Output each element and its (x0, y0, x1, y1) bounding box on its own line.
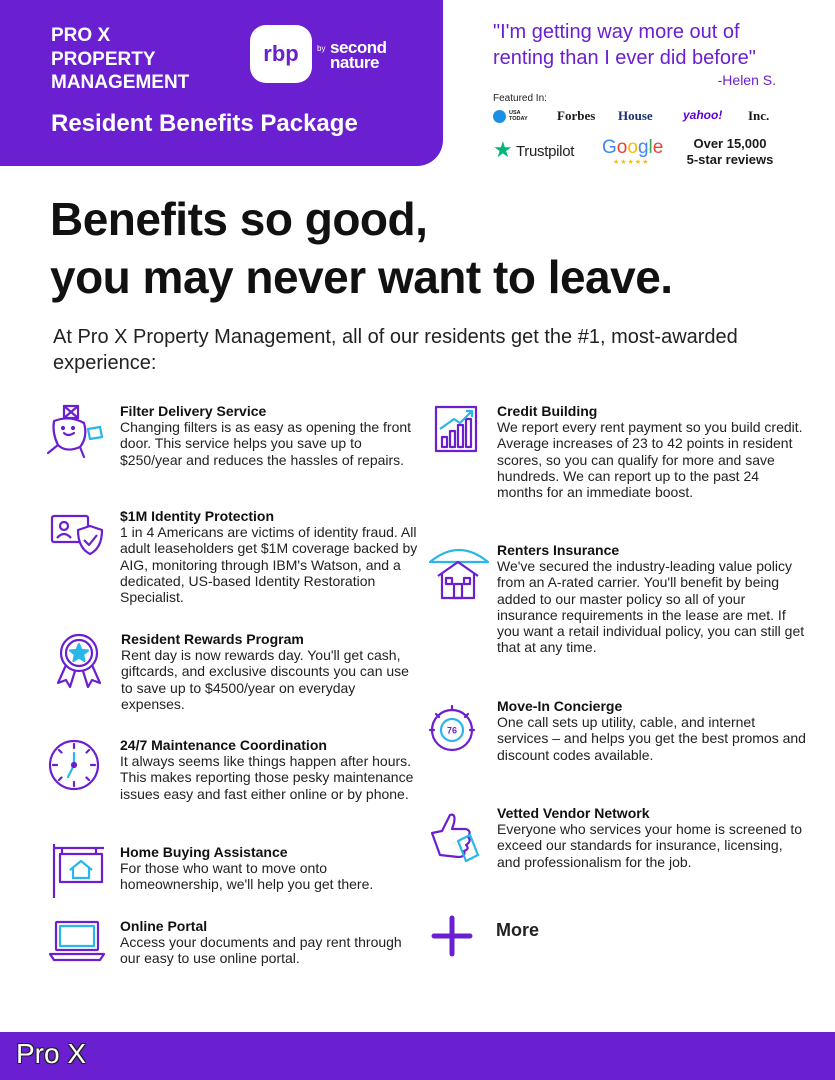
press-inc: Inc. (748, 108, 770, 123)
benefit-description: 1 in 4 Americans are victims of identity fraud. All adult leaseholders get $1M coverage backed by AIG, monitoring through IBM's Watson, and a dedicated, US-based Identity Restoration Specialist. (120, 524, 418, 606)
usa-today-logo-icon (493, 110, 506, 123)
press-usa-today: USA TODAY (509, 110, 528, 122)
benefit-description: We report every rent payment so you build credit. Average increases of 23 to 42 points in resident scores, so you can qualify for more and save hundreds. We can report up to the past 24 months for an immediate boost. (497, 419, 803, 501)
benefit-more (428, 912, 628, 958)
press-yahoo: yahoo! (683, 108, 723, 122)
award-ribbon-icon (48, 631, 110, 693)
trustpilot-star-icon: ★ (493, 138, 513, 163)
more-label: More (496, 920, 540, 940)
intro-text: At Pro X Property Management, all of our residents get the #1, most-awarded experience: (53, 326, 738, 374)
testimonial-quote: "I'm getting way more out of renting than I ever did before" (493, 21, 756, 69)
benefit-title: Home Buying Assistance (120, 844, 288, 860)
credit-chart-icon (428, 403, 490, 465)
partner-by-label: by (317, 44, 326, 53)
testimonial-author: -Helen S. (717, 72, 776, 88)
benefit-title: 24/7 Maintenance Coordination (120, 737, 327, 753)
thumbs-up-icon (424, 805, 486, 867)
benefit-title: Filter Delivery Service (120, 403, 267, 419)
benefit-description: Rent day is now rewards day. You'll get cash, giftcards, and exclusive discounts you can use to save up to $4500/year on everyday expenses. (121, 647, 409, 712)
laptop-icon (46, 916, 108, 978)
benefit-title: Renters Insurance (497, 542, 620, 558)
featured-in-label: Featured In: (493, 93, 547, 104)
thermostat-icon (422, 698, 484, 760)
plus-icon (430, 914, 474, 958)
press-forbes: Forbes (557, 108, 596, 123)
benefit-title: Vetted Vendor Network (497, 805, 650, 821)
footer-brand: Pro X (16, 1038, 87, 1069)
benefit-title: $1M Identity Protection (120, 508, 275, 524)
package-title: Resident Benefits Package (51, 110, 358, 137)
company-name: PRO X PROPERTY MANAGEMENT (51, 25, 190, 93)
benefit-description: We've secured the industry-leading value policy from an A-rated carrier. You'll benefit by being added to our master policy so all of your insurance requirements in the lease are met. If you want a retail individual policy, you can still get that at any time. (497, 558, 805, 656)
house-umbrella-icon (428, 542, 490, 604)
filter-delivery-icon (44, 403, 106, 465)
press-house-beautiful: House (618, 108, 653, 123)
benefit-title: Credit Building (497, 403, 598, 419)
benefit-description: One call sets up utility, cable, and internet services – and helps you get the best promos and discount codes available. (497, 714, 806, 763)
google-logo: Google (602, 137, 664, 158)
clock-icon (44, 737, 106, 799)
home-sign-icon (48, 840, 110, 902)
identity-shield-icon (44, 508, 106, 570)
benefit-description: Everyone who services your home is screened to exceed our standards for insurance, licensing, and professionalism for the job. (497, 821, 803, 870)
benefit-description: Changing filters is as easy as opening the front door. This service helps you save up to $250/year and reduces the hassles of repairs. (120, 419, 412, 468)
rbp-logo: rbp (250, 25, 312, 83)
benefit-description: It always seems like things happen after hours. This makes reporting those pesky maintenance issues easy and fast either online or by phone. (120, 753, 414, 802)
benefit-title: Online Portal (120, 918, 208, 934)
footer-bar (0, 1032, 835, 1080)
google-stars-icon: ★★★★★ (613, 158, 650, 166)
benefit-title: Move-In Concierge (497, 698, 623, 714)
press-logos (493, 108, 783, 128)
headline: Benefits so good, you may never want to leave. (50, 193, 673, 303)
benefit-title: Resident Rewards Program (121, 631, 304, 647)
partner-logo-text: second nature (330, 38, 387, 72)
benefit-description: For those who want to move onto homeownership, we'll help you get there. (120, 860, 374, 893)
benefit-description: Access your documents and pay rent through our easy to use online portal. (120, 934, 402, 967)
reviews-count: Over 15,000 5-star reviews (686, 136, 774, 167)
gauge-value-label: 76 (446, 725, 458, 736)
header-panel (0, 0, 443, 166)
